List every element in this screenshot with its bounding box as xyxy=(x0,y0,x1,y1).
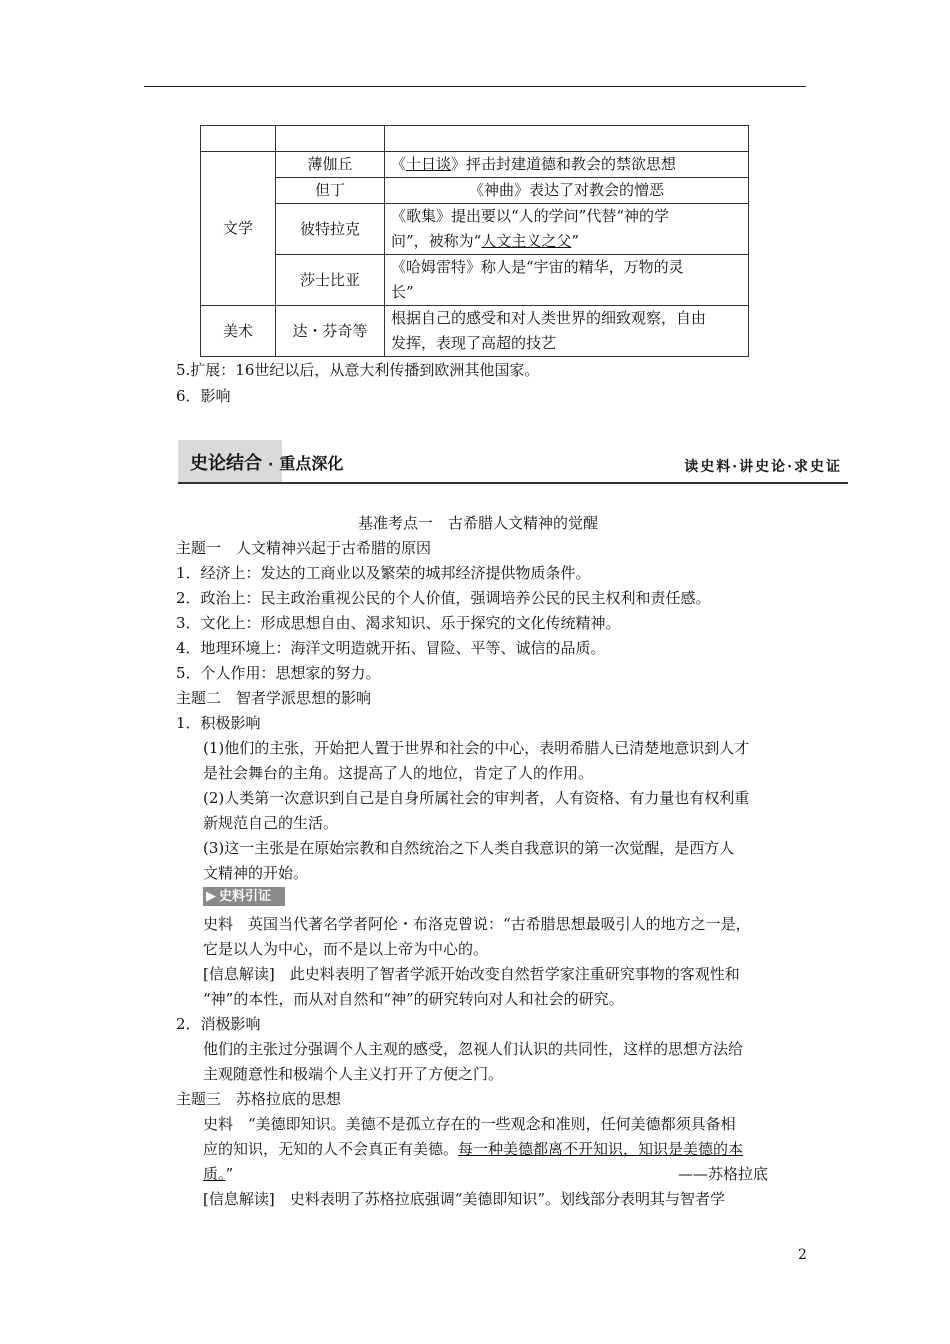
work-description: 《神曲》表达了对教会的憎恶 xyxy=(385,178,749,204)
work-description: 《哈姆雷特》称人是“宇宙的精华，万物的灵 长” xyxy=(385,255,749,306)
work-description: 《十日谈》抨击封建道德和教会的禁欲思想 xyxy=(385,152,749,178)
text-line: (3)这一主张是在原始宗教和自然统治之下人类自我意识的第一次觉醒，是西方人 xyxy=(203,839,735,857)
text-line: (2)人类第一次意识到自己是自身所属社会的审判者，人有资格、有力量也有权利重 xyxy=(203,789,750,807)
work-description: 《歌集》提出要以“人的学问”代替“神的学 问”，被称为“人文主义之父” xyxy=(385,204,749,255)
topic-title: 主题一 人文精神兴起于古希腊的原因 xyxy=(176,539,432,557)
category-literature: 文学 xyxy=(201,152,276,306)
banner-slogan: 读史料·讲史论·求史证 xyxy=(684,459,842,475)
author-name: 彼特拉克 xyxy=(276,204,385,255)
text-line: 是社会舞台的主角。这提高了人的地位，肯定了人的作用。 xyxy=(203,764,594,782)
header-rule xyxy=(144,86,806,87)
author-name: 达・芬奇等 xyxy=(276,306,385,357)
text-line: 主观随意性和极端个人主义打开了方便之门。 xyxy=(203,1065,504,1083)
text-line: 史料 英国当代著名学者阿伦・布洛克曾说：“古希腊思想最吸引人的地方之一是， xyxy=(203,915,751,933)
text-line: 它是以人为中心，而不是以上帝为中心的。 xyxy=(203,940,489,958)
text-line: 2．政治上：民主政治重视公民的个人价值，强调培养公民的民主权利和责任感。 xyxy=(176,589,711,607)
text-line: 3．文化上：形成思想自由、渴求知识、乐于探究的文化传统精神。 xyxy=(176,614,621,632)
banner-rule xyxy=(178,482,848,484)
text-line: “神”的本性，而从对自然和“神”的研究转向对人和社会的研究。 xyxy=(203,990,624,1008)
text-line: 5．个人作用：思想家的努力。 xyxy=(176,664,381,682)
topic-title: 主题三 苏格拉底的思想 xyxy=(176,1090,342,1108)
text-line: 2．消极影响 xyxy=(176,1015,261,1033)
author-name: 薄伽丘 xyxy=(276,152,385,178)
author-name: 莎士比亚 xyxy=(276,255,385,306)
author-name: 但丁 xyxy=(276,178,385,204)
category-art: 美术 xyxy=(201,306,276,357)
text-line: 1．经济上：发达的工商业以及繁荣的城邦经济提供物质条件。 xyxy=(176,564,591,582)
triangle-right-icon: ▶ xyxy=(206,889,216,904)
empty-cell xyxy=(276,126,385,152)
banner-title: 史论结合 · 重点深化 xyxy=(190,453,344,474)
quote-attribution: ——苏格拉底 xyxy=(678,1165,769,1183)
text-line: 4．地理环境上：海洋文明造就开拓、冒险、平等、诚信的品质。 xyxy=(176,639,606,657)
text-line: 应的知识，无知的人不会真正有美德。每一种美德都离不开知识，知识是美德的本 xyxy=(203,1140,744,1158)
work-description: 根据自己的感受和对人类世界的细致观察，自由 发挥，表现了高超的技艺 xyxy=(385,306,749,357)
text-line: 他们的主张过分强调个人主观的感受，忽视人们认识的共同性，这样的思想方法给 xyxy=(203,1040,744,1058)
topic-title: 主题二 智者学派思想的影响 xyxy=(176,689,372,707)
renaissance-table xyxy=(200,125,749,357)
text-line: 1．积极影响 xyxy=(176,714,261,732)
page-number: 2 xyxy=(798,1247,807,1263)
text-line: [信息解读] 此史料表明了智者学派开始改变自然哲学家注重研究事物的客观性和 xyxy=(203,965,740,983)
section-heading: 基准考点一 古希腊人文精神的觉醒 xyxy=(358,514,599,532)
source-tag: ▶ 史料引证 xyxy=(203,887,285,906)
empty-cell xyxy=(385,126,749,152)
section-banner xyxy=(178,440,848,484)
text-line: 6．影响 xyxy=(176,387,231,405)
text-line: 新规范自己的生活。 xyxy=(203,814,339,832)
text-line: [信息解读] 史料表明了苏格拉底强调“美德即知识”。划线部分表明其与智者学 xyxy=(203,1190,726,1208)
text-line: 史料 “美德即知识。美德不是孤立存在的一些观念和准则，任何美德都须具备相 xyxy=(203,1115,736,1133)
text-line: (1)他们的主张，开始把人置于世界和社会的中心，表明希腊人已清楚地意识到人才 xyxy=(203,739,750,757)
text-line: 文精神的开始。 xyxy=(203,864,309,882)
empty-cell xyxy=(201,126,276,152)
text-line: 质。” xyxy=(203,1165,234,1183)
text-line: 5.扩展：16世纪以后，从意大利传播到欧洲其他国家。 xyxy=(176,361,540,379)
